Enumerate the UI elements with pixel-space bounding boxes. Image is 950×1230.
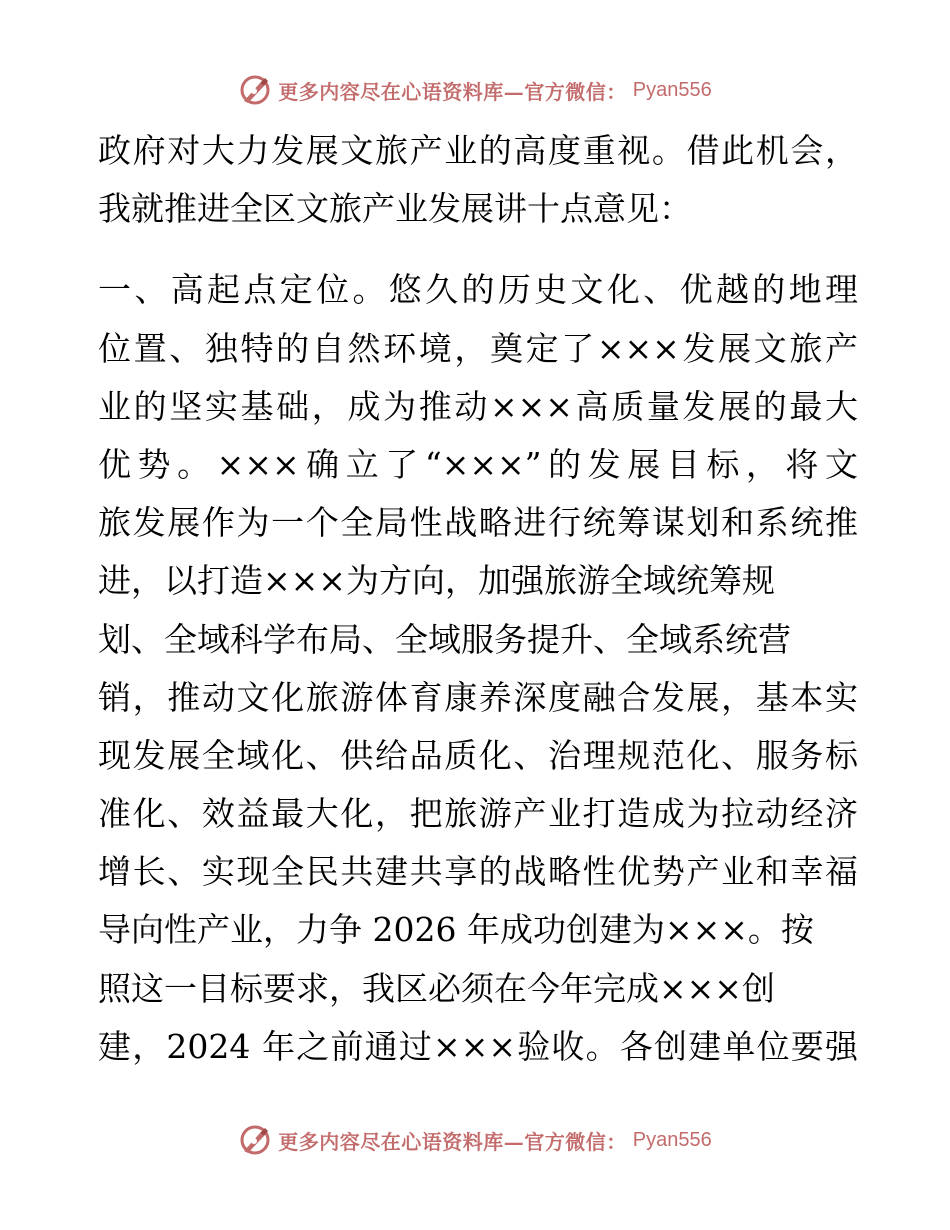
watermark-account: Pyan556 (632, 78, 712, 101)
watermark-text: 更多内容尽在心语资料库—官方微信： (278, 1129, 627, 1154)
text-line: 业的坚实基础，成为推动×××高质量发展的最大 (98, 386, 858, 426)
watermark-text: 更多内容尽在心语资料库—官方微信： (278, 79, 627, 104)
text-line: 销，推动文化旅游体育康养深度融合发展，基本实 (98, 677, 858, 717)
text-line: 一、高起点定位。悠久的历史文化、优越的地理 (98, 270, 858, 310)
watermark-account: Pyan556 (632, 1128, 712, 1151)
text-line: 建，2024 年之前通过×××验收。各创建单位要强 (98, 1026, 858, 1066)
text-line: 导向性产业，力争 2026 年成功创建为×××。按 (98, 910, 814, 950)
text-line: 优势。×××确立了“×××”的发展目标，将文 (98, 444, 858, 484)
pen-circle-logo-icon (238, 1123, 272, 1157)
text-line: 我就推进全区文旅产业发展讲十点意见： (98, 189, 692, 229)
text-line: 位置、独特的自然环境，奠定了×××发展文旅产 (98, 328, 858, 368)
watermark-header (0, 70, 950, 110)
text-line: 旅发展作为一个全局性战略进行统筹谋划和系统推 (98, 503, 858, 543)
text-line: 准化、效益最大化，把旅游产业打造成为拉动经济 (98, 794, 858, 834)
pen-circle-logo-icon (238, 73, 272, 107)
text-line: 照这一目标要求，我区必须在今年完成×××创 (98, 968, 775, 1008)
text-line: 现发展全域化、供给品质化、治理规范化、服务标 (98, 735, 858, 775)
text-line: 增长、实现全民共建共享的战略性优势产业和幸福 (98, 852, 858, 892)
text-line: 划、全域科学布局、全域服务提升、全域系统营 (98, 619, 791, 659)
text-line: 政府对大力发展文旅产业的高度重视。借此机会， (98, 131, 858, 170)
document-body (98, 122, 858, 1076)
watermark-footer (0, 1120, 950, 1160)
text-line: 进，以打造×××为方向，加强旅游全域统筹规 (98, 561, 775, 601)
